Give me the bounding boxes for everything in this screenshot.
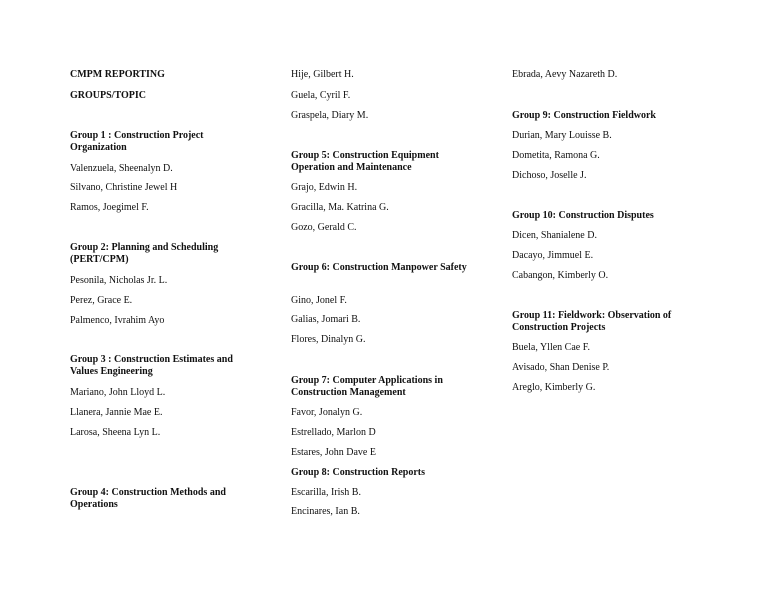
group-8-member: Encinares, Ian B.	[291, 506, 360, 517]
group-7-member: Estrellado, Marlon D	[291, 427, 376, 438]
group-9-title: Group 9: Construction Fieldwork	[512, 110, 656, 121]
group-5-member: Gozo, Gerald C.	[291, 222, 357, 233]
group-10-member: Dacayo, Jimmuel E.	[512, 250, 594, 261]
group-1-title: Group 1 : Construction Project Organization	[70, 130, 204, 153]
group-4-member: Graspela, Diary M.	[291, 110, 369, 121]
group-4-member: Hije, Gilbert H.	[291, 69, 354, 80]
group-2-member: Pesonila, Nicholas Jr. L.	[70, 275, 168, 286]
group-4-member: Guela, Cyril F.	[291, 90, 351, 101]
group-5-member: Gracilla, Ma. Katrina G.	[291, 202, 389, 213]
group-3-member: Llanera, Jannie Mae E.	[70, 407, 163, 418]
group-2-title: Group 2: Planning and Scheduling (PERT/CPM)	[70, 242, 219, 265]
group-3-member: Larosa, Sheena Lyn L.	[70, 427, 161, 438]
group-10-title: Group 10: Construction Disputes	[512, 210, 654, 221]
group-8-member: Ebrada, Aevy Nazareth D.	[512, 69, 618, 80]
document-subtitle: GROUPS/TOPIC	[70, 90, 146, 101]
group-7-member: Estares, John Dave E	[291, 447, 376, 458]
group-6-title: Group 6: Construction Manpower Safety	[291, 262, 467, 273]
group-6-member: Flores, Dinalyn G.	[291, 334, 366, 345]
group-8-member: Escarilla, Irish B.	[291, 487, 361, 498]
group-3-member: Mariano, John Lloyd L.	[70, 387, 166, 398]
group-5-member: Grajo, Edwin H.	[291, 182, 358, 193]
group-9-member: Dichoso, Joselle J.	[512, 170, 587, 181]
group-11-member: Avisado, Shan Denise P.	[512, 362, 610, 373]
group-11-member: Buela, Yllen Cae F.	[512, 342, 590, 353]
group-1-member: Silvano, Christine Jewel H	[70, 182, 178, 193]
group-7-title: Group 7: Computer Applications in Construction Management	[291, 375, 443, 398]
group-1-member: Valenzuela, Sheenalyn D.	[70, 163, 173, 174]
group-7-member: Favor, Jonalyn G.	[291, 407, 363, 418]
group-10-member: Dicen, Shanialene D.	[512, 230, 597, 241]
group-6-member: Gino, Jonel F.	[291, 295, 347, 306]
document-title: CMPM REPORTING	[70, 69, 165, 80]
group-9-member: Dometita, Ramona G.	[512, 150, 600, 161]
group-6-member: Galias, Jomari B.	[291, 314, 361, 325]
group-2-member: Palmenco, Ivrahim Ayo	[70, 315, 165, 326]
group-11-member: Areglo, Kimberly G.	[512, 382, 596, 393]
group-3-title: Group 3 : Construction Estimates and Values Engineering	[70, 354, 233, 377]
group-1-member: Ramos, Joegimel F.	[70, 202, 149, 213]
group-10-member: Cabangon, Kimberly O.	[512, 270, 609, 281]
group-9-member: Durian, Mary Louisse B.	[512, 130, 612, 141]
group-2-member: Perez, Grace E.	[70, 295, 133, 306]
group-11-title: Group 11: Fieldwork: Observation of Construction Projects	[512, 310, 672, 333]
group-5-title: Group 5: Construction Equipment Operation and Maintenance	[291, 150, 439, 173]
group-4-title: Group 4: Construction Methods and Operations	[70, 487, 226, 510]
group-8-title: Group 8: Construction Reports	[291, 467, 425, 478]
